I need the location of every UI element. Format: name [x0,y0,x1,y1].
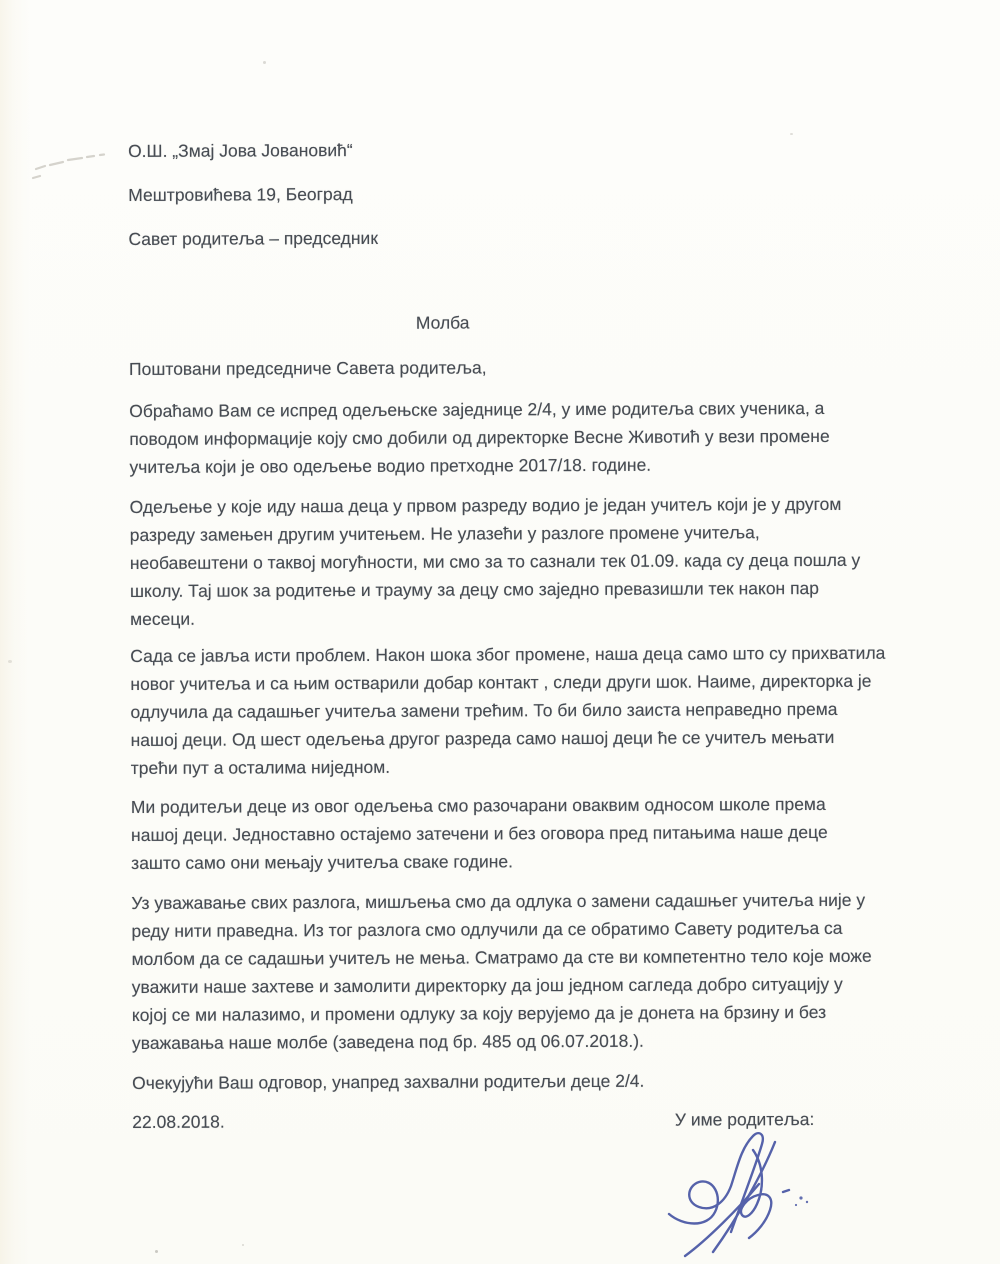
paragraph-line: нашој деци. Једноставно остајемо затечени и без оговора пред питањима наше деце [130,821,828,845]
paragraph-line: уважити наше захтеве и замолити директорку да још једном сагледа добро ситуацију у [131,973,843,997]
scan-speck [8,660,12,663]
paragraph-line: Уз уважавање свих разлога, мишљења смо да одлука о замени садашњег учитеља није у [131,889,866,913]
paragraph-5 [131,886,912,1057]
paragraph-3 [130,639,911,782]
pencil-scribble-marks [30,138,120,183]
paragraph-line: необавештени о таквој могућности, ми смо за то сазнали тек 01.09. када су деца пошла у [129,549,861,573]
paragraph-line: Ми родитељи деце из овог одељења смо разочарани оваквим односом школе према [130,793,826,817]
paragraph-line: школу. Тај шок за родитење и трауму за децу смо заједно превазишли тек након пар [129,577,820,601]
paragraph-line: којој се ми налазимо, и промени одлуку за коју верујемо да је донета на брзину и без [131,1001,827,1025]
paragraph-line: трећи пут а осталима ниједном. [130,756,391,778]
paragraph-2 [130,490,911,633]
paragraph-line: молбом да се садашњи учитељ не мења. Сматрамо да сте ви компетентно тело које може [131,945,872,969]
paragraph-line: Обраћамо Вам се испред одељењске заједнице 2/4, у име родитеља свих ученика, а [129,397,825,421]
paragraph-line: поводом информације коју смо добили од директорке Весне Животић у вези промене [129,425,830,449]
signature-label: У име родитеља: [674,1109,815,1130]
paragraph-line: учитеља који је ово одељење водио претходне 2017/18. године. [129,454,652,477]
paragraph-4 [131,790,911,877]
paragraph-line: уважавања наше молбе (заведена под бр. 485 од 06.07.2018.). [131,1030,644,1053]
letter-title: Молба [415,312,470,333]
paragraph-line: разреду замењен другим учитењем. Не улазећи у разлоге промене учитеља, [129,522,760,545]
paragraph-line: одлучила да садашњег учитеља замени трећим. То би било заиста неправедно према [130,698,838,722]
scan-speck [242,1244,244,1246]
closing-line: Очекујући Ваш одговор, унапред захвални родитељи деце 2/4. [132,1070,645,1093]
school-name: О.Ш. „Змај Јова Јовановић“ [128,140,353,161]
paragraph-1 [129,394,909,481]
paragraph-line: нашој деци. Од шест одељења другог разреда само нашој деци ће се учитељ мењати [130,726,835,750]
scan-speck [790,133,793,135]
scan-speck [263,61,266,64]
salutation: Поштовани председниче Савета родитеља, [128,357,487,379]
scan-speck [155,1250,158,1253]
signature-ink-icon [655,1128,845,1264]
handwritten-signature [655,1128,845,1264]
paragraph-line: реду нити праведна. Из тог разлога смо одлучили да се обратимо Савету родитеља са [131,917,843,941]
letter-body [128,137,912,1136]
letter-header [128,137,908,250]
paragraph-line: Сада се јавља исти проблем. Након шока због промене, наша деца само што су прихватила [130,642,886,666]
paragraph-line: Одељење у које иду наша деца у првом разреду водио је један учитељ који је у другом [129,493,842,517]
recipient-line: Савет родитеља – председник [128,227,379,249]
school-address: Мештровићева 19, Београд [128,184,353,205]
paragraph-line: зашто само они мењају учитеља сваке године. [131,851,514,873]
paragraph-line: новог учитеља и са њим остварили добар контакт , следи други шок. Наиме, директорка је [130,670,872,694]
paragraph-line: месеци. [130,608,196,629]
letter-date: 22.08.2018. [132,1111,225,1132]
